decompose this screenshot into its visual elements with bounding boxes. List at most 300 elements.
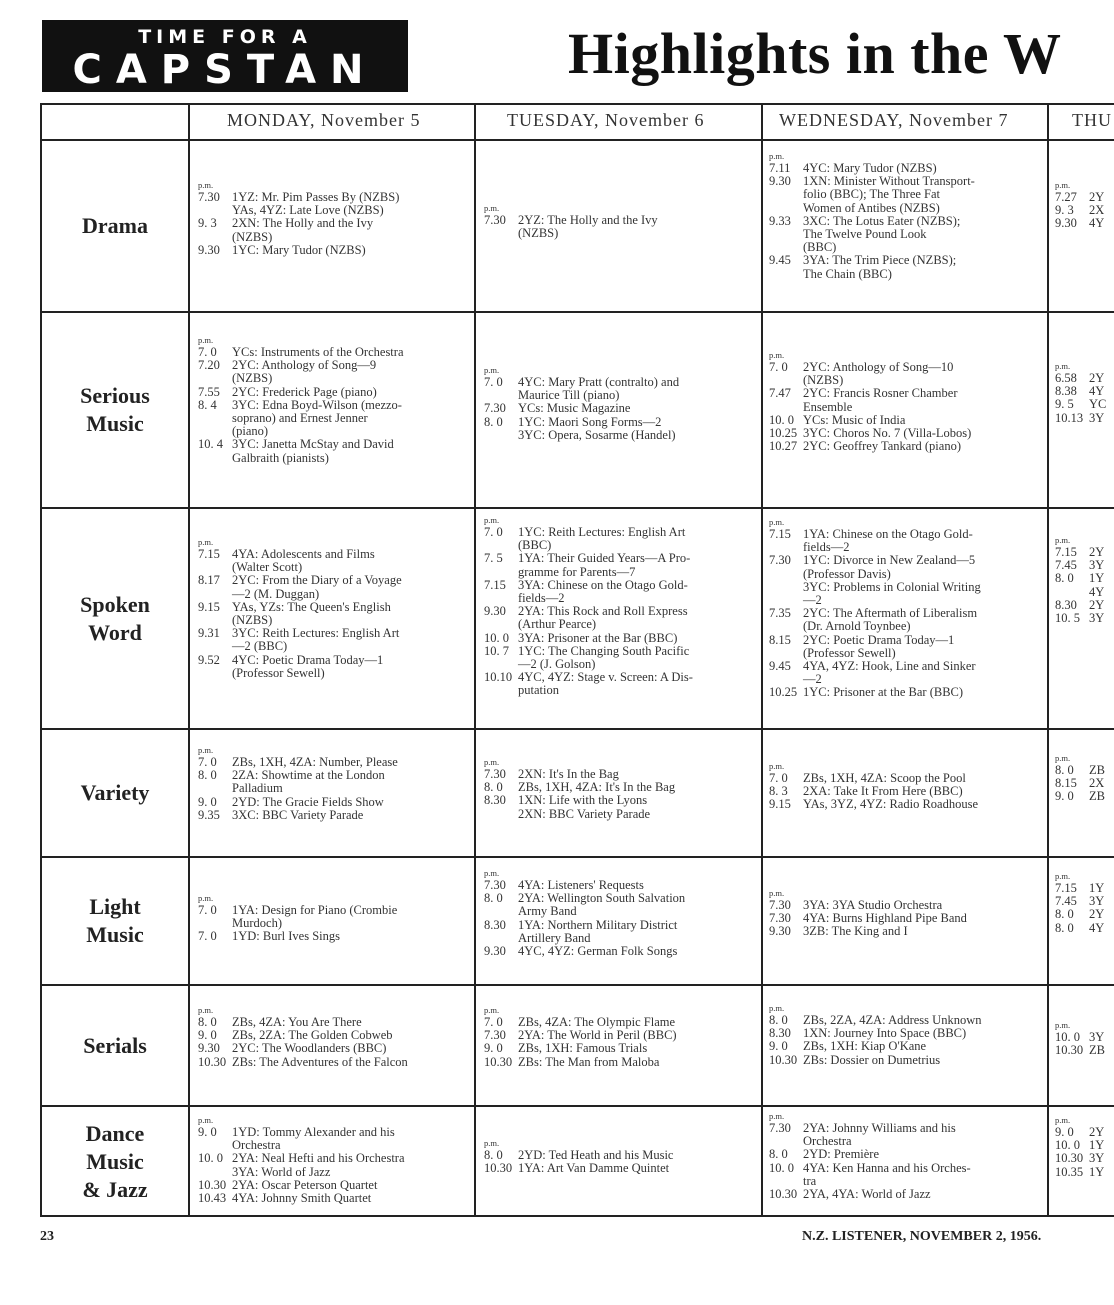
pm-label: p.m. — [198, 1115, 214, 1125]
listing-row — [484, 684, 756, 697]
listing-row — [484, 618, 756, 631]
listing-cell-variety-mon — [198, 745, 470, 822]
listing-time: 10. 0 — [198, 1151, 223, 1166]
listing-cell-serials-thu — [1055, 1020, 1114, 1057]
pm-label: p.m. — [1055, 535, 1071, 545]
pm-label: p.m. — [1055, 753, 1071, 763]
listing-cell-variety-thu — [1055, 753, 1114, 804]
listing-time: 10. 0 — [484, 630, 509, 645]
listing-time: 9. 3 — [1055, 203, 1074, 218]
listing-text: —2 (BBC) — [232, 639, 288, 654]
listing-time — [484, 227, 518, 240]
listing-time: 10.30 — [198, 1054, 227, 1069]
listing-text: 2YA: The World in Peril (BBC) — [518, 1028, 677, 1043]
listing-text: 3YA: World of Jazz — [232, 1164, 331, 1179]
listing-row — [484, 566, 756, 579]
listing-text: 1Y — [1089, 571, 1105, 586]
listing-text: gramme for Parents—7 — [518, 564, 636, 579]
listing-time: 7.30 — [769, 1121, 791, 1135]
row-divider — [42, 1105, 1114, 1107]
listing-text: (piano) — [232, 424, 269, 439]
listing-time: 9. 0 — [484, 1041, 503, 1056]
pm-label: p.m. — [769, 888, 785, 898]
pm-label: p.m. — [484, 1138, 500, 1148]
listing-time: 9.15 — [769, 797, 791, 812]
listing-text: (NZBS) — [232, 613, 273, 628]
category-label: Light — [89, 894, 141, 919]
listing-time: 8. 0 — [484, 891, 503, 906]
listing-row — [769, 925, 1043, 938]
listing-text: 3YA: Chinese on the Otago Gold- — [518, 577, 688, 592]
listing-time: 8.15 — [769, 632, 791, 647]
listing-time: 7.30 — [484, 767, 506, 781]
listing-text: fields—2 — [518, 591, 565, 606]
listing-text: (Dr. Arnold Toynbee) — [803, 619, 911, 634]
listing-time — [198, 782, 232, 795]
listing-cell-variety-tue — [484, 757, 756, 821]
row-divider — [42, 507, 1114, 509]
listing-text: 2XN: The Holly and the Ivy — [232, 216, 374, 231]
listing-text: 1YA: Chinese on the Otago Gold- — [803, 527, 973, 541]
listing-text: folio (BBC); The Three Fat — [803, 187, 941, 202]
listing-text: 4YC, 4YZ: Stage v. Screen: A Dis- — [518, 670, 693, 685]
listing-time: 10.43 — [198, 1191, 227, 1206]
pm-label: p.m. — [769, 517, 785, 527]
pm-label: p.m. — [769, 761, 785, 771]
listing-text: 3Y — [1089, 558, 1105, 573]
listing-time: 9.30 — [1055, 216, 1077, 231]
listing-time: 7.15 — [769, 527, 791, 541]
listing-text: 3YA: Prisoner at the Bar (BBC) — [518, 630, 678, 645]
listing-text: —2 — [803, 672, 822, 687]
listing-time: 9.30 — [198, 1041, 220, 1056]
category-light-music — [42, 858, 188, 984]
listing-row — [484, 1162, 756, 1175]
listing-text: 4YC: Mary Pratt (contralto) and — [518, 375, 680, 389]
listing-text: 2YC: Poetic Drama Today—1 — [803, 632, 955, 647]
listing-text: 1YA: Northern Military District — [518, 917, 678, 932]
listing-text: 3XC: BBC Variety Parade — [232, 807, 364, 822]
listing-time: 9. 0 — [1055, 1125, 1074, 1139]
listing-text: ZBs, 1XH, 4ZA: Scoop the Pool — [803, 771, 966, 785]
listing-text: 1YC: Maori Song Forms—2 — [518, 414, 662, 429]
listing-time: 7.30 — [769, 911, 791, 926]
listing-text: 2YA: Neal Hefti and his Orchestra — [232, 1151, 405, 1166]
listing-text: 3ZB: The King and I — [803, 924, 908, 939]
listing-time: 7.27 — [1055, 190, 1077, 204]
listing-time: 9. 0 — [198, 794, 217, 809]
listing-text: 3YC: Edna Boyd-Wilson (mezzo- — [232, 397, 402, 412]
category-spoken-word — [42, 509, 188, 728]
listing-text: 2X — [1089, 203, 1105, 218]
listing-cell-serious-mon — [198, 335, 470, 465]
listing-text: 1YZ: Mr. Pim Passes By (NZBS) — [232, 190, 400, 204]
listing-time: 7.30 — [198, 190, 220, 204]
listing-time: 7.55 — [198, 384, 220, 399]
listing-text: 2YZ: The Holly and the Ivy — [518, 213, 658, 227]
listing-cell-dance-thu — [1055, 1115, 1114, 1179]
listing-text: 2Y — [1089, 190, 1105, 204]
listing-text: 2YA: Wellington South Salvation — [518, 891, 686, 906]
listing-text: YAs, 4YZ: Late Love (NZBS) — [232, 203, 384, 218]
listing-text: 2Y — [1089, 597, 1105, 612]
listing-text: ZBs: The Adventures of the Falcon — [232, 1054, 408, 1069]
listing-row — [198, 1166, 470, 1179]
listing-text: ZB — [1089, 1043, 1105, 1058]
listing-time: 8.38 — [1055, 384, 1077, 399]
listing-time — [484, 905, 518, 918]
listing-cell-light-mon — [198, 893, 470, 944]
listing-row — [484, 429, 756, 442]
listing-time: 10.25 — [769, 685, 798, 700]
listing-row — [484, 945, 756, 958]
listing-cell-drama-tue — [484, 203, 756, 240]
listing-text: 4YA: Burns Highland Pipe Band — [803, 911, 967, 926]
listing-row — [1055, 572, 1114, 585]
listing-row — [769, 798, 1043, 811]
listing-row — [484, 808, 756, 821]
listing-text: (Arthur Pearce) — [518, 617, 597, 632]
pm-label: p.m. — [198, 537, 214, 547]
listing-time: 7.35 — [769, 606, 791, 621]
listing-row — [1055, 412, 1114, 425]
listing-time: 7.30 — [769, 553, 791, 568]
listing-time: 7. 0 — [198, 755, 217, 769]
ad-tagline: TIME FOR A — [138, 26, 312, 48]
listing-row — [484, 402, 756, 415]
listing-time — [769, 188, 803, 201]
pm-label: p.m. — [484, 868, 500, 878]
listing-text: Palladium — [232, 781, 283, 796]
listing-row — [1055, 217, 1114, 230]
listing-time: 7.15 — [1055, 545, 1077, 559]
listing-row — [198, 809, 470, 822]
listing-row — [484, 1056, 756, 1069]
listing-time: 9.45 — [769, 253, 791, 268]
pm-label: p.m. — [769, 350, 785, 360]
listing-cell-drama-wed — [769, 151, 1043, 281]
listing-text: 1Y — [1089, 1164, 1105, 1179]
listing-time — [769, 581, 803, 594]
listing-row — [769, 268, 1043, 281]
listing-time: 9.30 — [198, 242, 220, 257]
listing-text: 2YA: Oscar Peterson Quartet — [232, 1177, 378, 1192]
listing-text: Orchestra — [232, 1138, 281, 1153]
row-divider — [42, 984, 1114, 986]
listing-time — [484, 618, 518, 631]
listing-time: 9. 0 — [198, 1125, 217, 1139]
pm-label: p.m. — [484, 1005, 500, 1015]
listing-text: 3YC: Problems in Colonial Writing — [803, 579, 981, 594]
listing-text: 2Y — [1089, 371, 1105, 385]
listing-text: (Professor Sewell) — [232, 665, 325, 680]
listing-time: 10.10 — [484, 670, 513, 685]
pm-label: p.m. — [484, 515, 500, 525]
listing-row — [484, 552, 756, 565]
listing-row — [198, 930, 470, 943]
category-serious-music — [42, 313, 188, 507]
listing-text: (BBC) — [518, 538, 552, 553]
listing-text: YCs: Music Magazine — [518, 401, 631, 416]
listing-row — [769, 620, 1043, 633]
listing-time: 9. 0 — [198, 1028, 217, 1043]
listing-time: 8.30 — [484, 917, 506, 932]
page-headline: Highlights in the W — [568, 21, 1062, 86]
listing-text: 4YC: Mary Tudor (NZBS) — [803, 161, 937, 175]
listing-text: 1YC: The Changing South Pacific — [518, 643, 690, 658]
listing-cell-dance-tue — [484, 1138, 756, 1175]
listing-row — [769, 554, 1043, 567]
listing-text: ZBs, 2ZA: The Golden Cobweb — [232, 1028, 393, 1043]
pm-label: p.m. — [769, 1003, 785, 1013]
listing-text: 3Y — [1089, 410, 1105, 425]
listing-row — [198, 1192, 470, 1205]
listing-text: 2YD: Première — [803, 1147, 880, 1162]
listing-cell-light-tue — [484, 868, 756, 958]
listing-time: 7.30 — [484, 1028, 506, 1043]
listing-row — [769, 202, 1043, 215]
listing-time: 8. 0 — [1055, 907, 1074, 922]
listing-text: 1Y — [1089, 1138, 1105, 1153]
listing-text: 1XN: Life with the Lyons — [518, 793, 648, 808]
listing-time: 8. 0 — [1055, 763, 1074, 777]
listing-row — [484, 632, 756, 645]
listing-cell-serious-wed — [769, 350, 1043, 453]
listing-time: 9. 0 — [1055, 789, 1074, 804]
listing-text: 2YA: Johnny Williams and his — [803, 1121, 956, 1135]
listing-text: 2Y — [1089, 907, 1105, 922]
listing-text: 2YC: From the Diary of a Voyage — [232, 573, 402, 588]
listing-text: 3Y — [1089, 611, 1105, 626]
listing-time: 10.13 — [1055, 410, 1084, 425]
listing-text: 3YC: Choros No. 7 (Villa-Lobos) — [803, 426, 972, 441]
listing-text: —2 — [803, 593, 822, 608]
listing-text: ZB — [1089, 763, 1105, 777]
listing-row — [769, 254, 1043, 267]
listing-row — [769, 188, 1043, 201]
listing-time: 10.27 — [769, 439, 798, 454]
listing-row — [198, 588, 470, 601]
listing-row — [1055, 908, 1114, 921]
listing-text: 1YA: Design for Piano (Crombie — [232, 903, 398, 917]
listing-time: 7.30 — [769, 898, 791, 912]
listing-row — [198, 782, 470, 795]
listing-text: 2XA: Take It From Here (BBC) — [803, 784, 963, 799]
listing-text: Maurice Till (piano) — [518, 388, 620, 403]
listing-row — [484, 227, 756, 240]
listing-text: 1YC: Mary Tudor (NZBS) — [232, 242, 366, 257]
listing-row — [198, 372, 470, 385]
pm-label: p.m. — [484, 757, 500, 767]
listing-text: ZBs, 4ZA: You Are There — [232, 1015, 362, 1029]
listing-time: 8. 0 — [1055, 920, 1074, 935]
listing-text: 4YA, 4YZ: Hook, Line and Sinker — [803, 659, 976, 674]
listing-cell-spoken-wed — [769, 517, 1043, 700]
listing-time — [769, 401, 803, 414]
listing-text: 2YC: Anthology of Song—9 — [232, 358, 377, 373]
listing-time — [769, 268, 803, 281]
listing-text: 2YD: The Gracie Fields Show — [232, 794, 384, 809]
listing-time: 8. 3 — [769, 784, 788, 799]
listing-text: ZB — [1089, 789, 1105, 804]
listing-text: 3Y — [1089, 1030, 1105, 1044]
listing-text: Murdoch) — [232, 916, 282, 931]
issue-line: N.Z. LISTENER, NOVEMBER 2, 1956. — [802, 1229, 1042, 1244]
listing-row — [198, 244, 470, 257]
listing-time — [769, 202, 803, 215]
listing-row — [1055, 398, 1114, 411]
category-variety — [42, 730, 188, 856]
column-divider — [761, 105, 763, 1215]
listing-text: 4Y — [1089, 216, 1105, 231]
listing-row — [769, 387, 1043, 400]
listing-text: 3XC: The Lotus Eater (NZBS); — [803, 213, 961, 228]
category-label: Serials — [83, 1032, 147, 1058]
listing-time: 7.11 — [769, 161, 791, 175]
listing-row — [198, 796, 470, 809]
listing-time: 8. 4 — [198, 397, 217, 412]
listing-text: Galbraith (pianists) — [232, 450, 329, 465]
listing-time: 9.33 — [769, 213, 791, 228]
listing-text: 2YA, 4YA: World of Jazz — [803, 1187, 931, 1202]
pm-label: p.m. — [1055, 180, 1071, 190]
listing-text: 2YC: Geoffrey Tankard (piano) — [803, 439, 961, 454]
listing-text: ZBs: Dossier on Dumetrius — [803, 1052, 941, 1067]
listing-text: 2Y — [1089, 545, 1105, 559]
pm-label: p.m. — [198, 893, 214, 903]
listing-text: 1YD: Burl Ives Sings — [232, 929, 340, 944]
listing-row — [769, 440, 1043, 453]
listing-text: 4Y — [1089, 584, 1105, 599]
ad-brand: CAPSTAN — [72, 47, 378, 93]
listing-time: 9.35 — [198, 807, 220, 822]
listing-row — [769, 1188, 1043, 1201]
listing-time: 9. 0 — [769, 1039, 788, 1054]
listing-time: 7. 0 — [769, 360, 788, 374]
listing-cell-serious-tue — [484, 365, 756, 442]
listing-text: 2YD: Ted Heath and his Music — [518, 1148, 674, 1162]
listing-text: soprano) and Ernest Jenner — [232, 411, 368, 426]
listing-time: 8. 0 — [1055, 571, 1074, 586]
listing-text: ZBs, 1XH: Famous Trials — [518, 1041, 648, 1056]
category-label: Music — [86, 1149, 144, 1174]
listing-time: 7.47 — [769, 386, 791, 401]
listing-text: 3YA: 3YA Studio Orchestra — [803, 898, 943, 912]
pm-label: p.m. — [1055, 1020, 1071, 1030]
listing-text: Women of Antibes (NZBS) — [803, 200, 940, 215]
listing-text: ZBs, 1XH, 4ZA: Number, Please — [232, 755, 398, 769]
listing-time: 8. 0 — [769, 1147, 788, 1162]
listing-text: 3Y — [1089, 894, 1105, 909]
listing-text: Ensemble — [803, 399, 853, 414]
listing-time: 10.30 — [769, 1052, 798, 1067]
category-label: Drama — [82, 213, 148, 238]
listing-time: 9. 5 — [1055, 397, 1074, 412]
category-label: Music — [86, 411, 144, 436]
listing-text: fields—2 — [803, 540, 850, 555]
listing-cell-spoken-thu — [1055, 535, 1114, 625]
listing-text: 2X — [1089, 776, 1105, 791]
listing-cell-dance-wed — [769, 1111, 1043, 1201]
category-dance-music-jazz — [42, 1107, 188, 1217]
listing-text: (BBC) — [803, 240, 837, 255]
category-label: & Jazz — [82, 1177, 148, 1202]
column-divider — [1047, 105, 1049, 1215]
listing-text: 1YC: Prisoner at the Bar (BBC) — [803, 685, 964, 700]
listing-text: 4YA: Ken Hanna and his Orches- — [803, 1160, 971, 1175]
listing-text: The Twelve Pound Look — [803, 227, 927, 242]
listing-time: 10.35 — [1055, 1164, 1084, 1179]
listing-row — [198, 640, 470, 653]
listing-text: (NZBS) — [232, 229, 273, 244]
listing-text: 4YA: Listeners' Requests — [518, 878, 644, 892]
listing-time: 7. 0 — [198, 345, 217, 359]
row-divider — [42, 139, 1114, 141]
listing-row — [198, 231, 470, 244]
listing-time — [484, 566, 518, 579]
listing-time: 7. 0 — [484, 1015, 503, 1029]
listing-cell-spoken-tue — [484, 515, 756, 698]
listing-time: 7.15 — [198, 547, 220, 561]
listing-text: 2Y — [1089, 1125, 1105, 1139]
listing-text: 3YC: Janetta McStay and David — [232, 437, 394, 452]
listing-time: 7. 0 — [484, 375, 503, 389]
listing-time: 9.30 — [769, 924, 791, 939]
listing-row — [198, 438, 470, 451]
listing-row — [1055, 586, 1114, 599]
listing-cell-light-thu — [1055, 871, 1114, 935]
listing-text: (NZBS) — [518, 226, 559, 241]
listing-text: 2YC: The Woodlanders (BBC) — [232, 1041, 387, 1056]
listing-text: ZBs, 1XH: Kiap O'Kane — [803, 1039, 927, 1054]
listing-text: 1XN: Minister Without Transport- — [803, 174, 975, 189]
listing-cell-drama-thu — [1055, 180, 1114, 231]
listing-text: 4YC, 4YZ: German Folk Songs — [518, 944, 678, 959]
listing-row — [198, 654, 470, 667]
pm-label: p.m. — [1055, 1115, 1071, 1125]
listing-row — [198, 386, 470, 399]
listing-time: 10. 0 — [1055, 1030, 1080, 1044]
listing-text: 4Y — [1089, 920, 1105, 935]
listing-text: Army Band — [518, 904, 577, 919]
listing-row — [769, 401, 1043, 414]
listing-time: 8.15 — [1055, 776, 1077, 791]
listing-time — [198, 412, 232, 425]
listing-time: 8. 0 — [198, 1015, 217, 1029]
pm-label: p.m. — [484, 203, 500, 213]
listing-time — [198, 640, 232, 653]
listing-time: 7.15 — [1055, 881, 1077, 895]
pm-label: p.m. — [198, 1005, 214, 1015]
listing-cell-dance-mon — [198, 1115, 470, 1205]
listing-text: YCs: Music of India — [803, 412, 906, 427]
listing-time — [769, 568, 803, 581]
listing-time — [198, 452, 232, 465]
listing-text: 1YD: Tommy Alexander and his — [232, 1125, 395, 1139]
pm-label: p.m. — [484, 365, 500, 375]
listing-time: 9.15 — [198, 599, 220, 614]
listing-text: YCs: Instruments of the Orchestra — [232, 345, 404, 359]
row-divider — [42, 311, 1114, 313]
day-header-monday: MONDAY, November 5 — [227, 110, 421, 130]
listing-time: 10. 0 — [1055, 1138, 1080, 1153]
listing-text: (NZBS) — [232, 371, 273, 386]
listing-text: The Chain (BBC) — [803, 266, 892, 281]
listing-time: 8. 0 — [484, 414, 503, 429]
page-number: 23 — [40, 1229, 54, 1244]
pm-label: p.m. — [198, 335, 214, 345]
listing-time: 8. 0 — [769, 1013, 788, 1027]
